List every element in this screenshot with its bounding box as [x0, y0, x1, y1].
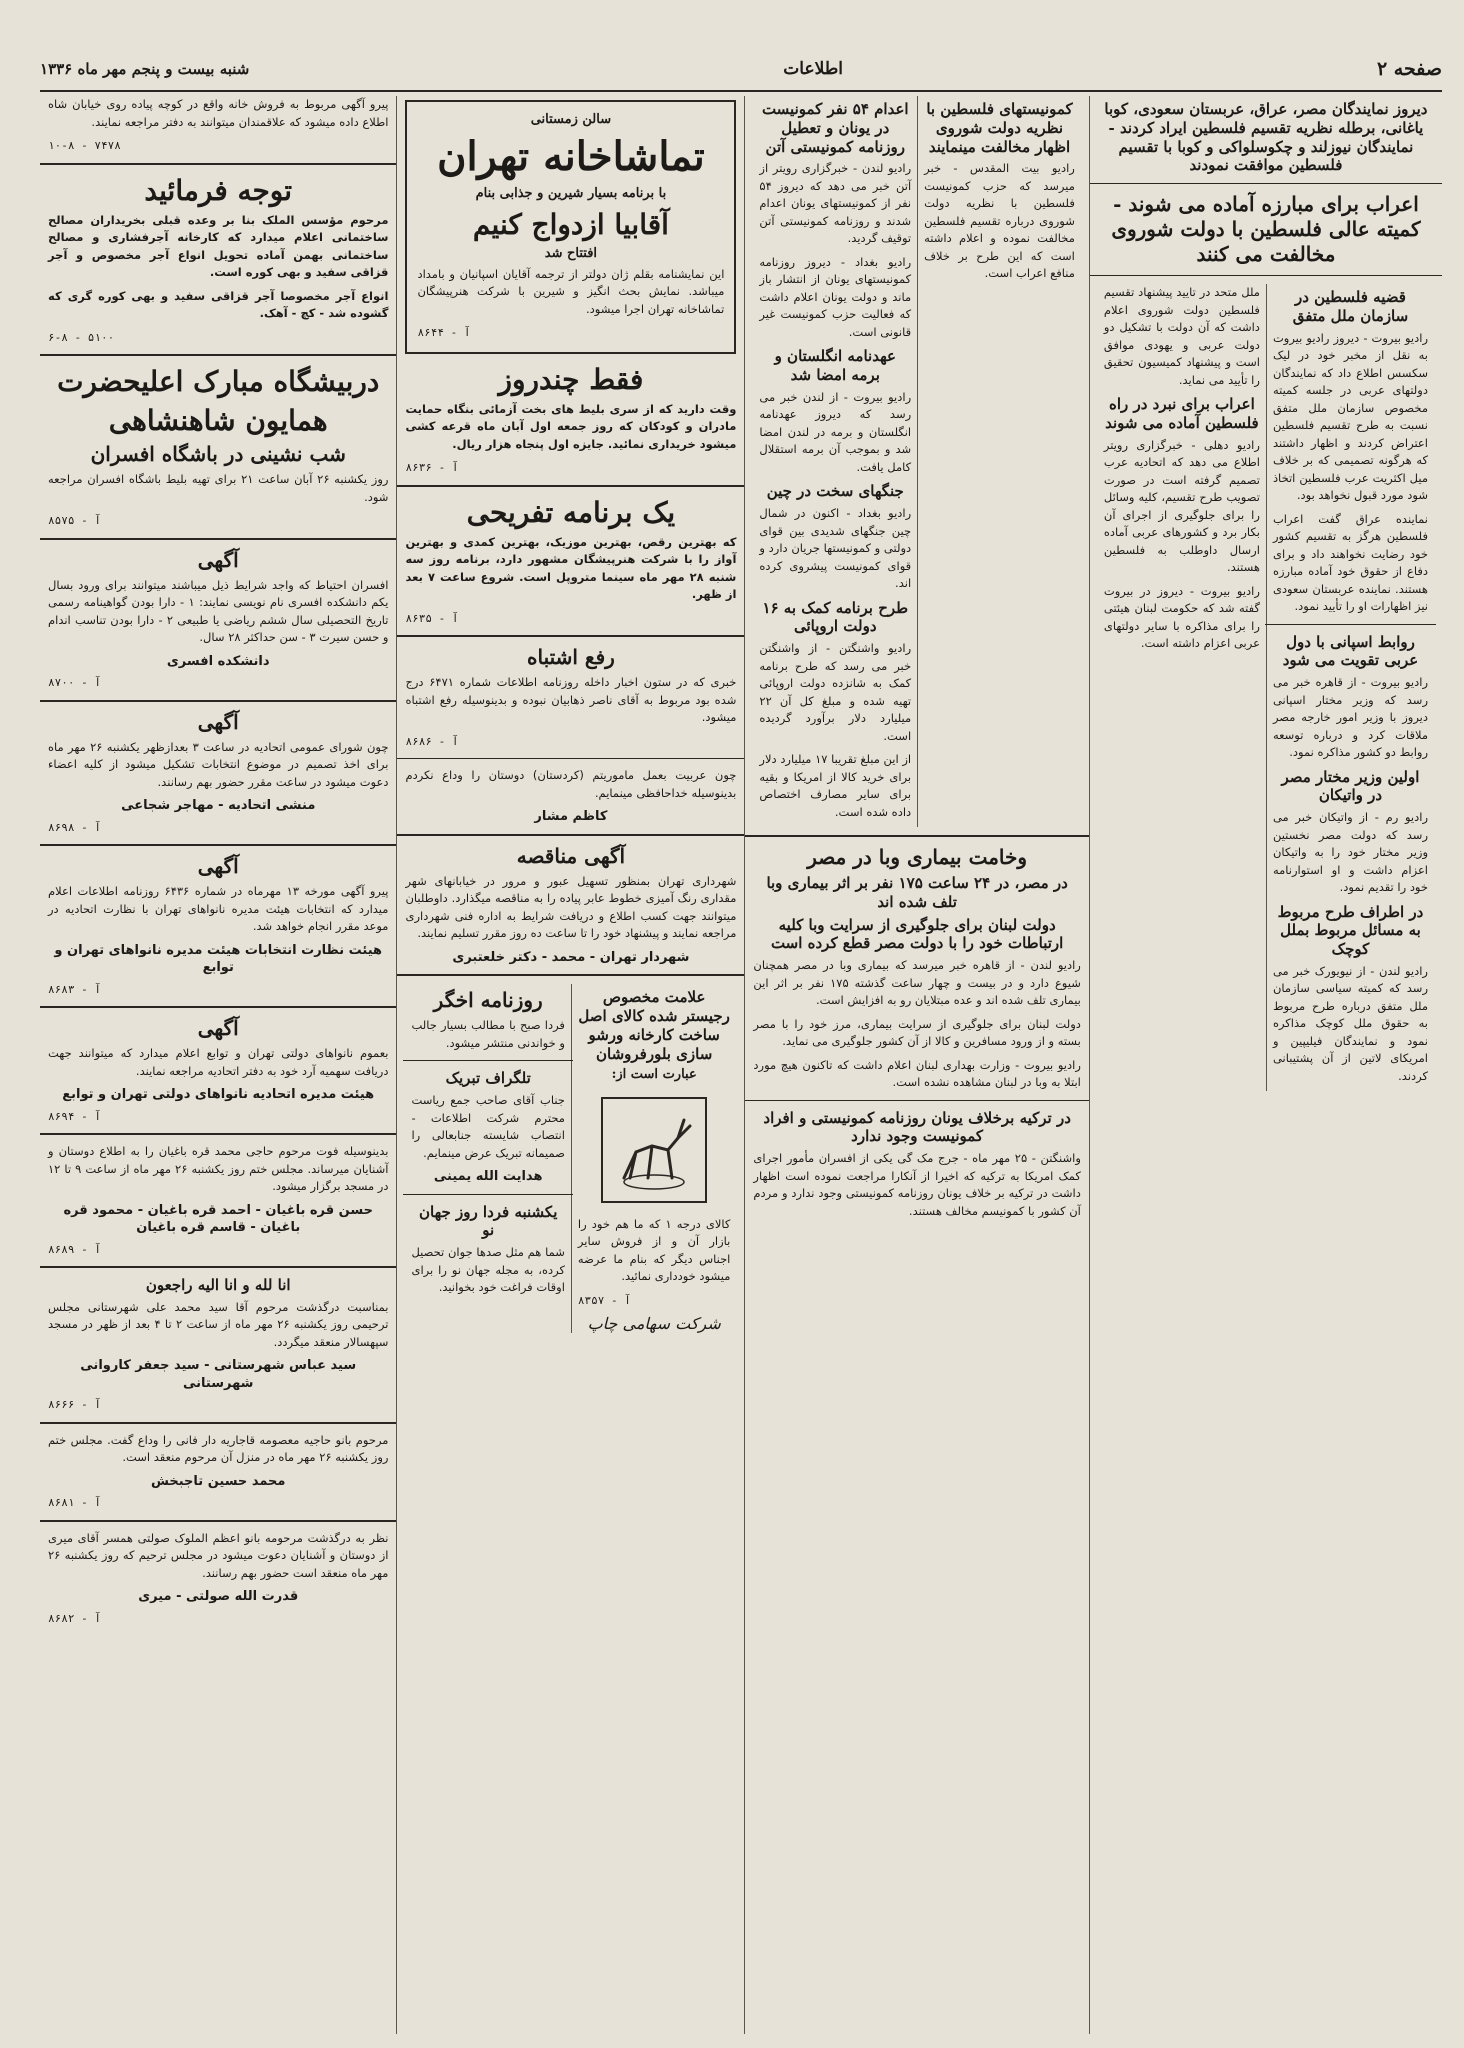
divider [40, 354, 396, 356]
article-title: کمونیستهای فلسطین با نظریه دولت شوروی اظهار مخالفت مینمایند [926, 100, 1073, 156]
obituary-signature: قدرت الله صولتی - میری [138, 1589, 299, 1605]
article-title: عهدنامه انگلستان و برمه امضا شد [774, 347, 896, 384]
ad-code: آ - ۸۶۳۶ [405, 461, 459, 475]
obituary-title: انا لله و انا الیه راجعون [145, 1276, 291, 1294]
article-title: روابط اسپانی با دول عربی تقویت می شود [1282, 632, 1419, 670]
article-text: رادیو واشنگتن - از واشنگتن خبر می رسد که طرح برنامه کمک به شانزده دولت اروپائی تهیه شده و مبلغ کل آن ۲۲ میلیارد دلار برآورد گردیده است. [759, 641, 912, 743]
attention-text: انواع آجر مخصوصا آجر قزاقی سفید و بهی کوره گری که گشوده شد - کچ - آهک. [48, 288, 389, 320]
trademark-emblem [594, 1090, 714, 1210]
notice-text: پیرو آگهی مربوط به فروش خانه واقع در کوچه پیاده روی خیابان شاه اطلاع داده میشود که علاقمندان میتوانند به دفتر مراجعه نمایند. [48, 97, 389, 129]
divider [397, 485, 744, 487]
ad-code: آ - ۸۶۴۴ [417, 326, 471, 340]
notice-text: چون شورای عمومی اتحادیه در ساعت ۳ بعدازظهر یکشنبه ۲۶ مهر ماه برای اخذ تصمیم در موضوع انتخابات تشکیل میشود از کلیه اعضاء دعوت میشود در ساعت مقرر حضور بهم رسانند. [48, 739, 389, 789]
obituary-signature: سید عباس شهرستانی - سید جعفر کاروانی شهرستانی [80, 1358, 357, 1391]
notice-text: افسران احتیاط که واجد شرایط ذیل میباشند میتوانند برای ورود بسال یکم دانشکده افسری نام نویسی نمایند: ۱ - دارا بودن گواهینامه رسمی تاریخ التحصیلی سال ششم ریاضی یا طبیعی ۲ - دارا بودن تناسب اندام و حسن سیرت ۳ - سن حداکثر ۲۸ سال. [48, 577, 389, 644]
notice-text: پیرو آگهی مورخه ۱۳ مهرماه در شماره ۶۴۳۶ روزنامه اطلاعات اعلام میدارد که انتخابات هیئت مدیره نانواهای تهران با نظارت اتحادیه در موعد مقرر انجام خواهد شد. [48, 884, 389, 933]
article-subtitle: دولت لبنان برای جلوگیری از سرایت وبا کلیه ارتباطات خود را با دولت مصر قطع کرده است [770, 915, 1064, 953]
ad-code: آ - ۸۶۹۸ [48, 820, 101, 834]
ad-code: آ - ۸۵۷۵ [48, 514, 101, 527]
ad-code: آ - ۸۶۸۱ [48, 1496, 101, 1510]
divider [397, 635, 744, 637]
columns [40, 96, 1442, 2034]
notice-signature: دانشکده افسری [166, 653, 270, 669]
play-title: آقابیا ازدواج کنیم [472, 207, 669, 241]
ad-code: آ - ۸۶۸۶ [405, 734, 459, 748]
divider [40, 538, 396, 540]
divider [40, 163, 396, 165]
trademark-sub: عبارت است از: [611, 1067, 697, 1083]
obituary-text: بدینوسیله فوت مرحوم حاجی محمد قره باغیان را به اطلاع دوستان و آشنایان میرساند. مجلس ختم روز یکشنبه ۲۶ مهر ماه از ساعت ۹ تا ۱۲ در مسجد برگزار میشود. [48, 1144, 389, 1193]
notice-signature: هیئت نظارت انتخابات هیئت مدیره نانواهای تهران و توابع [54, 942, 383, 975]
trademark-text: کالای درجه ۱ که ما هم خود را بازار آن و از فروش سایر اجناس دیگر که بنام ما عرضه میشود خودداری نمائید. [577, 1216, 731, 1283]
article-text: رادیو دهلی - خبرگزاری رویتر اطلاع می دهد که اتحادیه عرب تصمیم گرفته است در صورت تصویب طرح تقسیم، کلیه وسائل را برای جلوگیری از اجرای آن بکار برد و کشورهای عربی آماده ارسال داوطلب به فلسطین هستند. [1103, 437, 1260, 574]
divider [403, 1060, 572, 1061]
article-text: نماینده عراق گفت اعراب فلسطین هرگز به تقسیم کشور خود رضایت نخواهند داد و برای دفاع از حقوق خود آماده مبارزه هستند. نماینده عربستان سعودی نیز اظهارات او را تأیید نمود. [1272, 511, 1428, 613]
tender-signature: شهردار تهران - محمد - دکتر خلعتبری [452, 949, 690, 965]
article-text: از این مبلغ تقریبا ۱۷ میلیارد دلار برای خرید کالا از امریکا و بقیه برای سایر مصارف اختصاص داده شده است. [759, 752, 912, 819]
divider [397, 974, 744, 976]
royal-text: روز یکشنبه ۲۶ آبان ساعت ۲۱ برای تهیه بلیط باشگاه افسران مراجعه شود. [48, 472, 389, 504]
divider [40, 1422, 396, 1424]
article-title: قضیه فلسطین در سازمان ملل متفق [1292, 288, 1409, 325]
obituary-text: مرحوم بانو حاجیه معصومه قاجاریه دار فانی را وداع گفت. مجلس ختم روز یکشنبه ۲۶ مهر ماه در منزل آن مرحوم منعقد است. [48, 1432, 389, 1465]
news-subcolumn [917, 96, 1081, 827]
ad-code: ۶-۸ - ۵۱۰۰ [48, 330, 115, 344]
divider [40, 844, 396, 846]
akhgar-title: روزنامه اخگر [433, 988, 543, 1013]
divider [397, 758, 744, 759]
ad-code: ۱۰-۸ - ۷۴۷۸ [48, 139, 121, 152]
article-text: واشنگتن - ۲۵ مهر ماه - جرج مک گی یکی از افسران مأمور اجرای کمک امریکا به ترکیه که اخیرا از آنکارا مراجعت نموده است اظهار داشت در ترکیه بر خلاف یونان روزنامه کمونیستی وجود ندارد و مردم آن کشور با کمونیسم مخالف هستند. [753, 1151, 1081, 1218]
ads-subcolumn [571, 984, 736, 1332]
divider [40, 1006, 396, 1008]
attention-title: توجه فرمائید [144, 173, 293, 207]
divider [745, 1100, 1088, 1101]
ad-code: آ - ۸۶۸۹ [48, 1242, 101, 1256]
deer-emblem-icon [594, 1090, 714, 1210]
article-text: رادیو بیت المقدس - خبر میرسد که حزب کمونیست فلسطین با نظریه دولت شوروی درباره تقسیم فلسطین مخالفت نموده و اعلام داشته است که این طرح بر خلاف منافع اعراب است. [924, 161, 1075, 281]
news-split [1098, 284, 1434, 1091]
article-text: رادیو بغداد - دیروز روزنامه کمونیستهای یونان از انتشار باز ماند و دولت یونان اعلام داشت که فعالیت حزب کمونیست غیر قانونی است. [759, 254, 912, 339]
royal-name: همایون شاهنشاهی [108, 404, 328, 437]
obituary-signature: حسن قره باغیان - احمد قره باغیان - محمود قره باغیان - قاسم قره باغیان [63, 1202, 373, 1235]
ad-code: آ - ۸۶۶۶ [48, 1398, 101, 1412]
top-headline: دیروز نمایندگان مصر، عراق، عربستان سعودی، کوبا یاغانی، برطله نظریه تقسیم فلسطین ایراد کردند - نمایندگان نیوزلند و چکوسلواکی و کوبا با تقسیم فلسطین موافقت نمودند [1104, 100, 1428, 175]
article-text: رادیو لندن - خبرگزاری رویتر از آتن خبر می دهد که دیروز ۵۴ نفر از کمونیستهای یونان اعدام شدند و روزنامه کمونیستی آتن توقیف گردید. [759, 161, 912, 246]
news-subcolumn [1098, 284, 1266, 1091]
article-text: دولت لبنان برای جلوگیری از سرایت بیماری، مرز خود را با مصر بسته و از ورود مسافرین و کالا از آن کشور جلوگیری می نماید. [753, 1016, 1081, 1048]
article-text: رادیو لندن - از قاهره خبر میرسد که بیماری وبا در مصر همچنان شیوع دارد و در بیست و چهار ساعت گذشته ۱۷۵ نفر بر اثر این بیماری تلف شده اند و عده مبتلایان رو به افزایش است. [753, 958, 1081, 1007]
notice-title: آگهی [197, 709, 239, 734]
farewell-text: چون عربیت بعمل ماموریتم (کردستان) دوستان را وداع نکردم بدینوسیله خداحافظی مینمایم. [405, 768, 737, 800]
divider [1090, 275, 1442, 276]
article-text: رادیو بیروت - وزارت بهداری لبنان اعلام داشت که تاکنون هیچ مورد ابتلا به وبا در لبنان مشاهده نشده است. [753, 1057, 1081, 1089]
divider [403, 1194, 572, 1195]
article-title: اعراب برای نبرد در راه فلسطین آماده می شوند [1105, 395, 1259, 432]
tender-title: آگهی مناقصه [516, 843, 626, 868]
obituary-text: بمناسبت درگذشت مرحوم آقا سید محمد علی شهرستانی مجلس ترحیمی روز یکشنبه ۲۶ مهر ماه از ساعت ۲ تا ۴ بعد از ظهر در مسجد سپهسالار منعقد میگردد. [48, 1299, 389, 1349]
divider [40, 1266, 396, 1268]
ads-subcolumn [405, 984, 570, 1332]
article-text: ملل متحد در تایید پیشنهاد تقسیم فلسطین دولت شوروی اعلام داشت که آن دولت با تشکیل دو دولت عربی و یهودی موافق است و پیشنهاد کمیسیون تحقیق را تأیید می نماید. [1103, 285, 1260, 387]
column-ads-center [396, 96, 744, 2034]
royal-subtitle: شب نشینی در باشگاه افسران [90, 442, 346, 466]
divider [397, 834, 744, 836]
correction-title: رفع اشتباه [527, 645, 615, 670]
jahan-no-title: یکشنبه فردا روز جهان نو [418, 1202, 558, 1240]
theater-name: تماشاخانه تهران [437, 133, 705, 181]
masthead [40, 54, 1442, 84]
article-title: اعدام ۵۴ نفر کمونیست در یونان و تعطیل روزنامه کمونیستی آتن [761, 100, 909, 156]
article-text: رادیو لندن - از نیویورک خبر می رسد که کمیته سیاسی سازمان ملل متفق درباره طرح مربوط به حقوق ملل کوچک مذاکره نمود و نمایندگان فیلیپین و امریکای لاتین از آن پشتیبانی کردند. [1272, 963, 1428, 1083]
lottery-text: وقت دارید که از سری بلیط های بخت آزمائی بنگاه حمایت مادران و کودکان که روز جمعه اول آبان ماه قرعه کشی میشود خریداری نمائید. جایزه اول پنجاه هزار ریال. [405, 401, 737, 451]
divider [745, 835, 1088, 837]
article-title: طرح برنامه کمک به ۱۶ دولت اروپائی [762, 598, 909, 636]
trademark-title: علامت مخصوص رجیستر شده کالای اصل ساخت کارخانه ورشو سازی بلورفروشان [578, 988, 730, 1063]
article-title: وخامت بیماری وبا در مصر [807, 845, 1028, 869]
printer-credit: شرکت سهامی چاپ [587, 1314, 721, 1333]
telegram-text: جناب آقای صاحب جمع ریاست محترم شرکت اطلاعات - انتصاب شایسته جنابعالی را صمیمانه تبریک عرض مینمایم. [411, 1093, 565, 1160]
notice-signature: منشی اتحادیه - مهاجر شجاعی [121, 798, 316, 813]
theater-ad-text: این نمایشنامه بقلم ژان دولتر از ترجمه آقایان اسپانیان و بامداد میباشد. نمایش بحث انگیز و شیرین با شرکت هنرپیشگان تماشاخانه تهران اجرا میشود. [417, 266, 725, 316]
notice-text: بعموم نانواهای دولتی تهران و توابع اعلام میدارد که میتوانند جهت دریافت سهمیه آرد خود به دفتر اتحادیه مراجعه نمایند. [48, 1046, 389, 1078]
ad-code: آ - ۸۶۹۴ [48, 1109, 101, 1123]
divider [40, 1133, 396, 1135]
notice-signature: هیئت مدیره اتحادیه نانواهای دولتی تهران و توابع [62, 1087, 375, 1102]
ad-code: آ - ۸۶۸۳ [48, 982, 101, 996]
divider [1090, 183, 1442, 184]
divider [1265, 624, 1436, 625]
play-opened: افتتاح شد [544, 245, 598, 261]
theater-line: با برنامه بسیار شیرین و جذابی بنام [475, 186, 667, 202]
article-title: در ترکیه برخلاف یونان روزنامه کمونیستی و افراد کمونیست وجود ندارد [763, 1108, 1071, 1146]
attention-text: مرحوم مؤسس الملک بنا بر وعده قبلی بخریداران مصالح ساختمانی اعلام میدارد که کارخانه آجرفشاری و مصالح ساختمانی بهمن آماده تحویل انواع آجر مخصوص و آجر قزاقی سفید و بهی کوره است. [48, 212, 389, 279]
news-subcolumn [1266, 284, 1434, 1091]
tender-text: شهرداری تهران بمنظور تسهیل عبور و مرور در خیابانهای شهر مقداری رنگ آمیزی خطوط عابر پیاده را به مناقصه میگذارد. داوطلبان میتوانند جهت کسب اطلاع و دریافت شرایط به اداره فنی شهرداری مراجعه نمایند و پیشنهاد خود را تا ساعت ده روز مقرر تسلیم نمایند. [405, 873, 737, 941]
telegram-title: تلگراف تبریک [445, 1069, 531, 1088]
farewell-name: کاظم مشار [534, 809, 608, 825]
ads-split [405, 984, 736, 1332]
article-text: رادیو بیروت - از قاهره خبر می رسد که وزیر مختار اسپانی دیروز با وزیر امور خارجه مصر ملاقات کرد و درباره توسعه روابط دو کشور مذاکره نمود. [1272, 675, 1428, 759]
masthead-rule [40, 90, 1442, 92]
newspaper-name: اطلاعات [783, 59, 844, 79]
jahan-no-text: شما هم مثل صدها جوان تحصیل کرده، به مجله جهان نو را برای اوقات فراغت خود بخوانید. [411, 1245, 565, 1294]
entertainment-title: یک برنامه تفریحی [466, 495, 676, 529]
news-split [753, 96, 1080, 827]
entertainment-text: که بهترین رقص، بهترین موزیک، بهترین کمدی و بهترین آواز را با شرکت هنرپیشگان مشهور دارد، برنامه روز سه شنبه ۲۸ مهر ماه سینما متروپل است. شروع ساعت ۷ بعد از ظهر. [405, 534, 737, 602]
article-text: رادیو بغداد - اکنون در شمال چین جنگهای شدیدی بین قوای دولتی و کمونیستها جریان دارد و قوای کمونیست پیشروی کرده اند. [759, 506, 912, 590]
article-title: در اطراف طرح مربوط به مسائل مربوط بملل کوچک [1277, 902, 1424, 958]
article-text: رادیو رم - از واتیکان خبر می رسد که دولت مصر نخستین وزیر مختار خود را به واتیکان اعزام داشت و او استوارنامه خود را تقدیم نمود. [1272, 810, 1428, 894]
article-title: اولین وزیر مختار مصر در واتیکان [1281, 767, 1420, 805]
article-text: رادیو بیروت - از لندن خبر می رسد که دیروز عهدنامه انگلستان و برمه در لندن امضا شد و بموجب آن برمه استقلال کامل یافت. [759, 389, 912, 474]
akhgar-text: فردا صبح با مطالب بسیار جالب و خواندنی منتشر میشود. [411, 1018, 565, 1050]
correction-text: خبری که در ستون اخبار داخله روزنامه اطلاعات شماره ۶۴۷۱ درج شده بود مربوط به آقای ناصر ذهابیان نبوده و بدینوسیله رفع اشتباه میشود. [405, 675, 737, 725]
issue-date: شنبه بیست و پنجم مهر ماه ۱۳۳۶ [40, 60, 250, 78]
obituary-signature: محمد حسین تاجبخش [150, 1473, 286, 1489]
theater-hall-label: سالن زمستانی [530, 112, 612, 127]
article-title: جنگهای سخت در چین [766, 482, 904, 501]
page-number: صفحه ۲ [1376, 58, 1442, 80]
news-subcolumn [753, 96, 917, 827]
theater-ad [405, 100, 736, 354]
obituary-text: نظر به درگذشت مرحومه بانو اعظم الملوک صولتی همسر آقای میری از دوستان و آشنایان دعوت میشود در مجلس ترحیم که روز یکشنبه ۲۶ مهر ماه منعقد است حضور بهم رسانند. [48, 1530, 389, 1580]
ad-code: آ - ۸۷۰۰ [48, 676, 101, 689]
royal-title: دربیشگاه مبارک اعلیحضرت [57, 365, 380, 398]
ad-code: آ - ۸۶۸۲ [48, 1611, 101, 1625]
article-text: رادیو بیروت - دیروز رادیو بیروت به نقل از مخبر خود در لیک سکسس اطلاع داد که نمایندگان دولتهای عربی در جلسه کمیته مخصوص سازمان ملل متفق نسبت به طرح تقسیم فلسطین اعتراض کردند و اظهار داشتند که هرگونه تصمیمی که بر خلاف میل اکثریت عرب فلسطین اتخاذ شود مورد قبول نخواهد بود. [1272, 330, 1428, 502]
notice-title: آگهی [197, 1016, 239, 1040]
ad-code: آ - ۸۶۳۵ [405, 611, 459, 625]
headline-arabs: اعراب برای مبارزه آماده می شوند - کمیته عالی فلسطین با دولت شوروی مخالفت می کنند [1111, 192, 1421, 266]
column-ads-left [40, 96, 396, 2034]
ad-code: آ - ۸۳۵۷ [577, 1293, 631, 1307]
column-news-right [1089, 96, 1442, 2034]
notice-title: آگهی [197, 854, 239, 878]
lottery-title: فقط چندروز [498, 362, 644, 396]
article-text: رادیو بیروت - دیروز در بیروت گفته شد که حکومت لبنان هیئتی را برای مذاکره با سایر دولتهای عربی اعزام داشته است. [1103, 583, 1260, 650]
notice-title: آگهی [197, 547, 239, 572]
article-subtitle: در مصر، در ۲۴ ساعت ۱۷۵ نفر بر اثر بیماری وبا تلف شده اند [766, 874, 1068, 911]
divider [40, 700, 396, 702]
column-news-center [744, 96, 1088, 2034]
telegram-signature: هدایت الله یمینی [433, 1169, 543, 1184]
divider [40, 1520, 396, 1522]
